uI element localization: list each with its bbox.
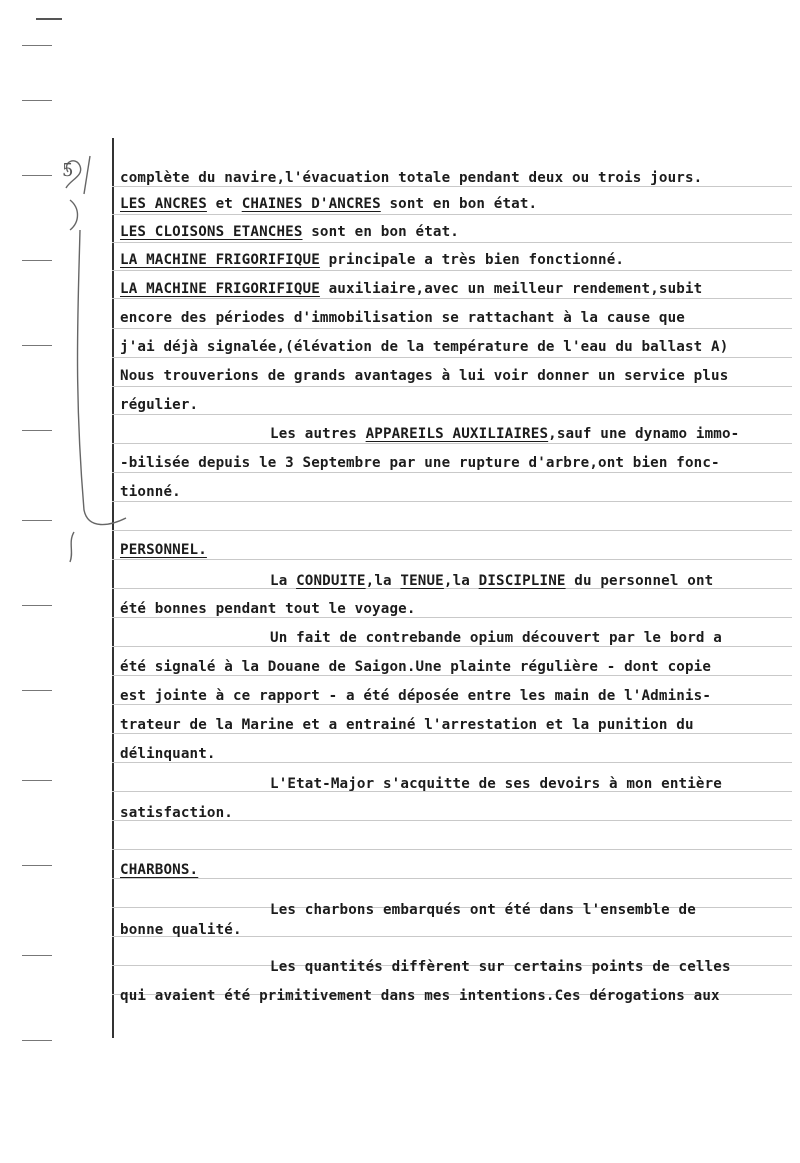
text-line <box>120 252 624 268</box>
ruled-line <box>112 646 792 647</box>
text-segment: qui avaient été primitivement dans mes intentions.Ces dérogations aux <box>120 988 720 1004</box>
ruled-line <box>112 849 792 850</box>
text-segment: principale a très bien fonctionné. <box>319 252 625 268</box>
text-segment: délinquant. <box>120 746 216 762</box>
text-segment: Un fait de contrebande opium découvert par le bord a <box>270 630 722 646</box>
ruled-line <box>112 386 792 387</box>
text-line <box>120 196 537 212</box>
text-line <box>270 902 696 918</box>
text-line <box>120 988 720 1004</box>
text-segment: La <box>270 573 297 589</box>
keyword-conduct: CONDUITE <box>296 573 366 589</box>
text-line <box>120 805 233 821</box>
text-segment: régulier. <box>120 397 199 413</box>
pencil-annotation <box>40 150 130 570</box>
text-line <box>120 281 702 297</box>
ruled-line <box>112 270 792 271</box>
section-title-coal: CHARBONS. <box>120 862 199 878</box>
text-segment: bonne qualité. <box>120 922 242 938</box>
text-segment: ,la <box>365 573 401 589</box>
text-segment: et <box>206 196 242 212</box>
heading-anchor-chains: CHAINES D'ANCRES <box>241 196 381 212</box>
ruled-line <box>112 414 792 415</box>
ruled-line <box>112 328 792 329</box>
text-segment: Les quantités diffèrent sur certains points de celles <box>270 959 731 975</box>
text-line <box>270 573 713 589</box>
ruled-line <box>112 675 792 676</box>
text-line <box>270 776 722 792</box>
binding-tick <box>22 690 52 691</box>
text-line <box>270 426 739 442</box>
ruled-line <box>112 443 792 444</box>
ruled-line <box>112 472 792 473</box>
ruled-line <box>112 762 792 763</box>
text-segment: Les charbons embarqués ont été dans l'ensemble de <box>270 902 696 918</box>
text-line <box>120 170 702 186</box>
text-segment: été signalé à la Douane de Saigon.Une plainte régulière - dont copie <box>120 659 712 675</box>
binding-tick <box>22 605 52 606</box>
heading-auxiliary-equipment: APPAREILS AUXILIAIRES <box>365 426 549 442</box>
binding-tick <box>22 865 52 866</box>
section-heading <box>120 542 207 558</box>
text-line <box>120 368 728 384</box>
binding-tick <box>22 780 52 781</box>
text-segment: j'ai déjà signalée,(élévation de la température de l'eau du ballast A) <box>120 339 729 355</box>
heading-refrigeration: LA MACHINE FRIGORIFIQUE <box>120 281 320 297</box>
ruled-line <box>112 357 792 358</box>
text-line <box>120 922 242 938</box>
faint-bleed-through <box>180 60 600 120</box>
text-line <box>120 310 685 326</box>
text-line <box>120 717 694 733</box>
text-line <box>120 746 216 762</box>
text-line <box>120 455 720 471</box>
ruled-line <box>112 214 792 215</box>
text-segment: est jointe à ce rapport - a été déposée entre les main de l'Adminis- <box>120 688 712 704</box>
ruled-line <box>112 298 792 299</box>
ruled-line <box>112 530 792 531</box>
ruled-line <box>112 501 792 502</box>
text-segment: complète du navire,l'évacuation totale pendant deux ou trois jours. <box>120 170 703 186</box>
section-title-personnel: PERSONNEL. <box>120 542 207 558</box>
text-segment: L'Etat-Major s'acquitte de ses devoirs à mon entière <box>270 776 722 792</box>
text-segment: Les autres <box>270 426 366 442</box>
text-segment: ,la <box>443 573 479 589</box>
text-segment: -bilisée depuis le 3 Septembre par une rupture d'arbre,ont bien fonc- <box>120 455 720 471</box>
binding-tick <box>22 955 52 956</box>
heading-refrigeration: LA MACHINE FRIGORIFIQUE <box>120 252 320 268</box>
heading-anchors: LES ANCRES <box>120 196 207 212</box>
section-heading <box>120 862 198 878</box>
text-segment: auxiliaire,avec un meilleur rendement,subit <box>319 281 703 297</box>
text-segment: Nous trouverions de grands avantages à lui voir donner un service plus <box>120 368 729 384</box>
text-segment: été bonnes pendant tout le voyage. <box>120 601 416 617</box>
text-segment: tionné. <box>120 484 181 500</box>
keyword-discipline: DISCIPLINE <box>478 573 566 589</box>
text-segment: satisfaction. <box>120 805 233 821</box>
text-segment: sont en bon état. <box>302 224 459 240</box>
text-line <box>120 688 711 704</box>
text-segment: trateur de la Marine et a entrainé l'arrestation et la punition du <box>120 717 694 733</box>
ruled-line <box>112 617 792 618</box>
ruled-line <box>112 242 792 243</box>
text-line <box>120 601 416 617</box>
binding-tick <box>22 100 52 101</box>
ruled-line <box>112 878 792 879</box>
ruled-line <box>112 559 792 560</box>
ruled-line <box>112 186 792 187</box>
scan-mark <box>36 18 62 32</box>
margin-note: 5 <box>62 160 74 181</box>
text-segment: sont en bon état. <box>380 196 538 212</box>
text-segment: ,sauf une dynamo immo- <box>548 426 740 442</box>
text-segment: du personnel ont <box>565 573 714 589</box>
text-line <box>120 659 711 675</box>
keyword-dress: TENUE <box>400 573 444 589</box>
binding-tick <box>22 45 52 46</box>
ruled-line <box>112 733 792 734</box>
text-line <box>120 397 198 413</box>
text-line <box>120 339 728 355</box>
text-line <box>270 630 722 646</box>
binding-tick <box>22 1040 52 1041</box>
text-line <box>270 959 731 975</box>
text-segment: encore des périodes d'immobilisation se rattachant à la cause que <box>120 310 685 326</box>
heading-bulkheads: LES CLOISONS ETANCHES <box>120 224 303 240</box>
text-line <box>120 484 181 500</box>
ruled-line <box>112 704 792 705</box>
text-line <box>120 224 459 240</box>
